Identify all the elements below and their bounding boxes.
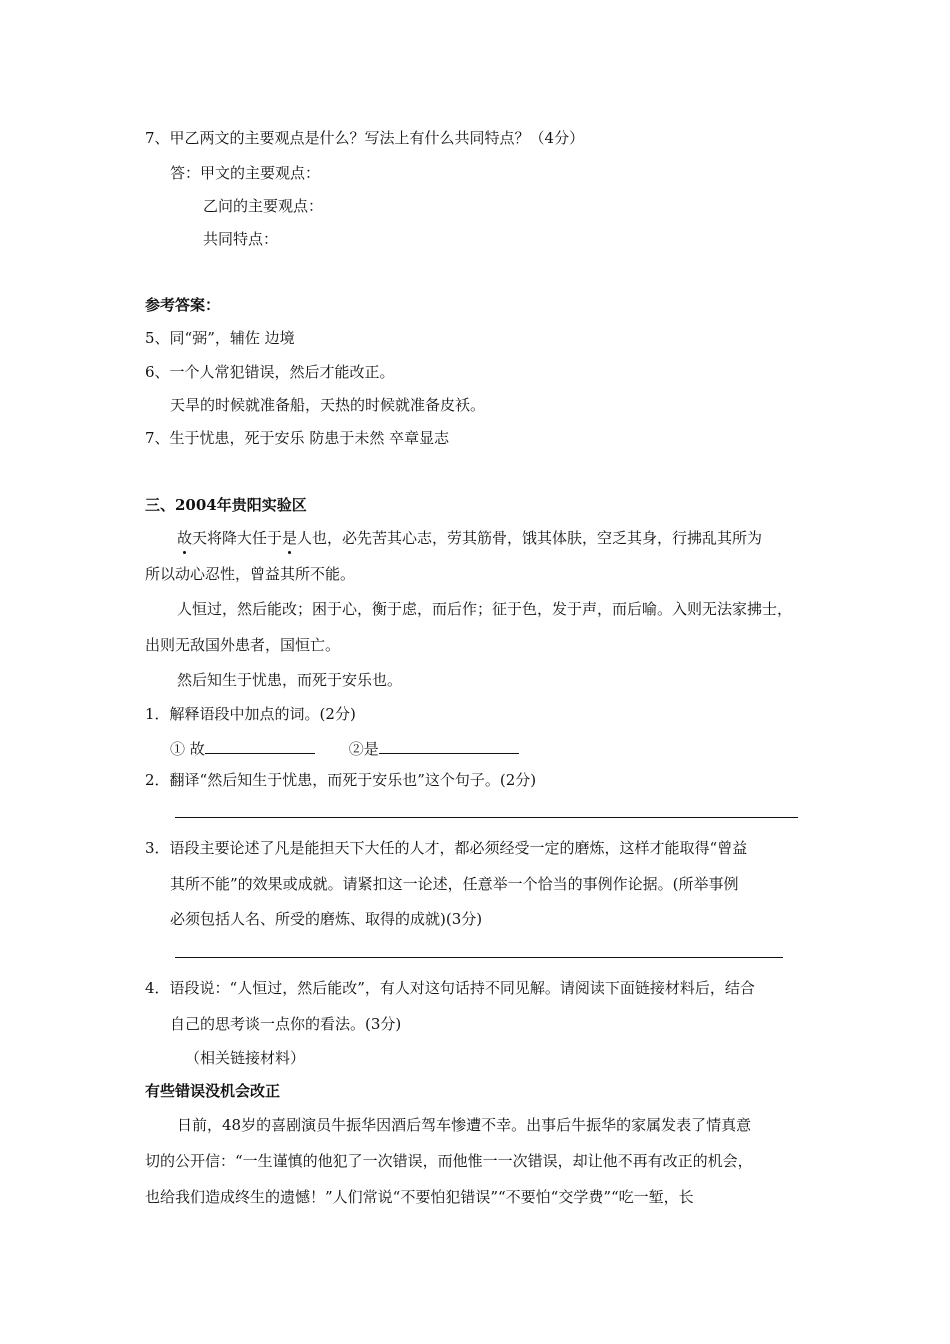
blank-label-shi: ②是 xyxy=(348,740,379,758)
article-title: 有些错误没机会改正 xyxy=(145,1082,281,1100)
answer-7: 7、生于忧患，死于安乐 防患于未然 卒章显志 xyxy=(145,429,450,447)
q7-yi-viewpoint: 乙问的主要观点： xyxy=(203,197,324,215)
answer-blank-gu[interactable] xyxy=(205,737,315,754)
question-3-line1: 3．语段主要论述了凡是能担天下大任的人才，都必须经受一定的磨炼，这样才能取得“曾益 xyxy=(145,839,748,857)
answer-5: 5、同“弼”，辅佐 边境 xyxy=(145,329,295,347)
question-3-line3: 必须包括人名、所受的磨炼、取得的成就)(3分) xyxy=(170,910,483,928)
answer-blank-shi[interactable] xyxy=(379,737,519,754)
passage-line-2: 所以动心忍性，曾益其所不能。 xyxy=(145,565,356,583)
q7-question: 7、甲乙两文的主要观点是什么？写法上有什么共同特点？（4分） xyxy=(145,129,585,147)
question-1: 1．解释语段中加点的词。(2分) xyxy=(145,705,356,723)
dotted-word-shi: 是 xyxy=(282,529,298,547)
q7-answer-label: 答：甲文的主要观点： xyxy=(170,164,321,182)
passage-line-5: 然后知生于忧患，而死于安乐也。 xyxy=(177,671,403,689)
article-line-1: 日前，48岁的喜剧演员牛振华因酒后驾车惨遭不幸。出事后牛振华的家属发表了情真意 xyxy=(177,1116,752,1134)
article-line-2: 切的公开信：“一生谨慎的他犯了一次错误，而他惟一一次错误，却让他不再有改正的机会， xyxy=(145,1152,753,1170)
answer-line-2[interactable] xyxy=(175,817,798,818)
question-2: 2．翻译“然后知生于忧患，而死于安乐也”这个句子。(2分) xyxy=(145,771,537,789)
passage-text: 天将降大任于 xyxy=(192,529,283,547)
passage-text: 人也，必先苦其心志，劳其筋骨，饿其体肤，空乏其身，行拂乱其所为 xyxy=(297,529,763,547)
blank-label-gu: ① 故 xyxy=(170,740,205,758)
dotted-word-gu: 故 xyxy=(177,529,193,547)
passage-line-4: 出则无敌国外患者，国恒亡。 xyxy=(145,636,341,654)
link-material-label: （相关链接材料） xyxy=(185,1049,306,1067)
answer-6: 6、一个人常犯错误，然后才能改正。 xyxy=(145,363,395,381)
answer-line-3[interactable] xyxy=(175,957,783,958)
question-4-line2: 自己的思考谈一点你的看法。(3分) xyxy=(170,1015,402,1033)
passage-line-1 xyxy=(177,528,762,548)
reference-answers-title: 参考答案： xyxy=(145,296,221,314)
section-3-title: 三、2004年贵阳实验区 xyxy=(145,496,307,514)
q7-common-features: 共同特点： xyxy=(203,230,279,248)
question-1-blanks xyxy=(170,737,519,759)
answer-6-line2: 天旱的时候就准备船，天热的时候就准备皮袄。 xyxy=(170,396,486,414)
question-3-line2: 其所不能”的效果或成就。请紧扣这一论述，任意举一个恰当的事例作论据。(所举事例 xyxy=(170,875,739,893)
passage-line-3: 人恒过，然后能改；困于心，衡于虑，而后作；征于色，发于声，而后喻。入则无法家拂士， xyxy=(177,600,793,618)
article-line-3: 也给我们造成终生的遗憾！”人们常说“不要怕犯错误”“不要怕“交学费”“吃一堑，长 xyxy=(145,1188,694,1206)
question-4-line1: 4．语段说：“人恒过，然后能改”，有人对这句话持不同见解。请阅读下面链接材料后，结合 xyxy=(145,979,755,997)
